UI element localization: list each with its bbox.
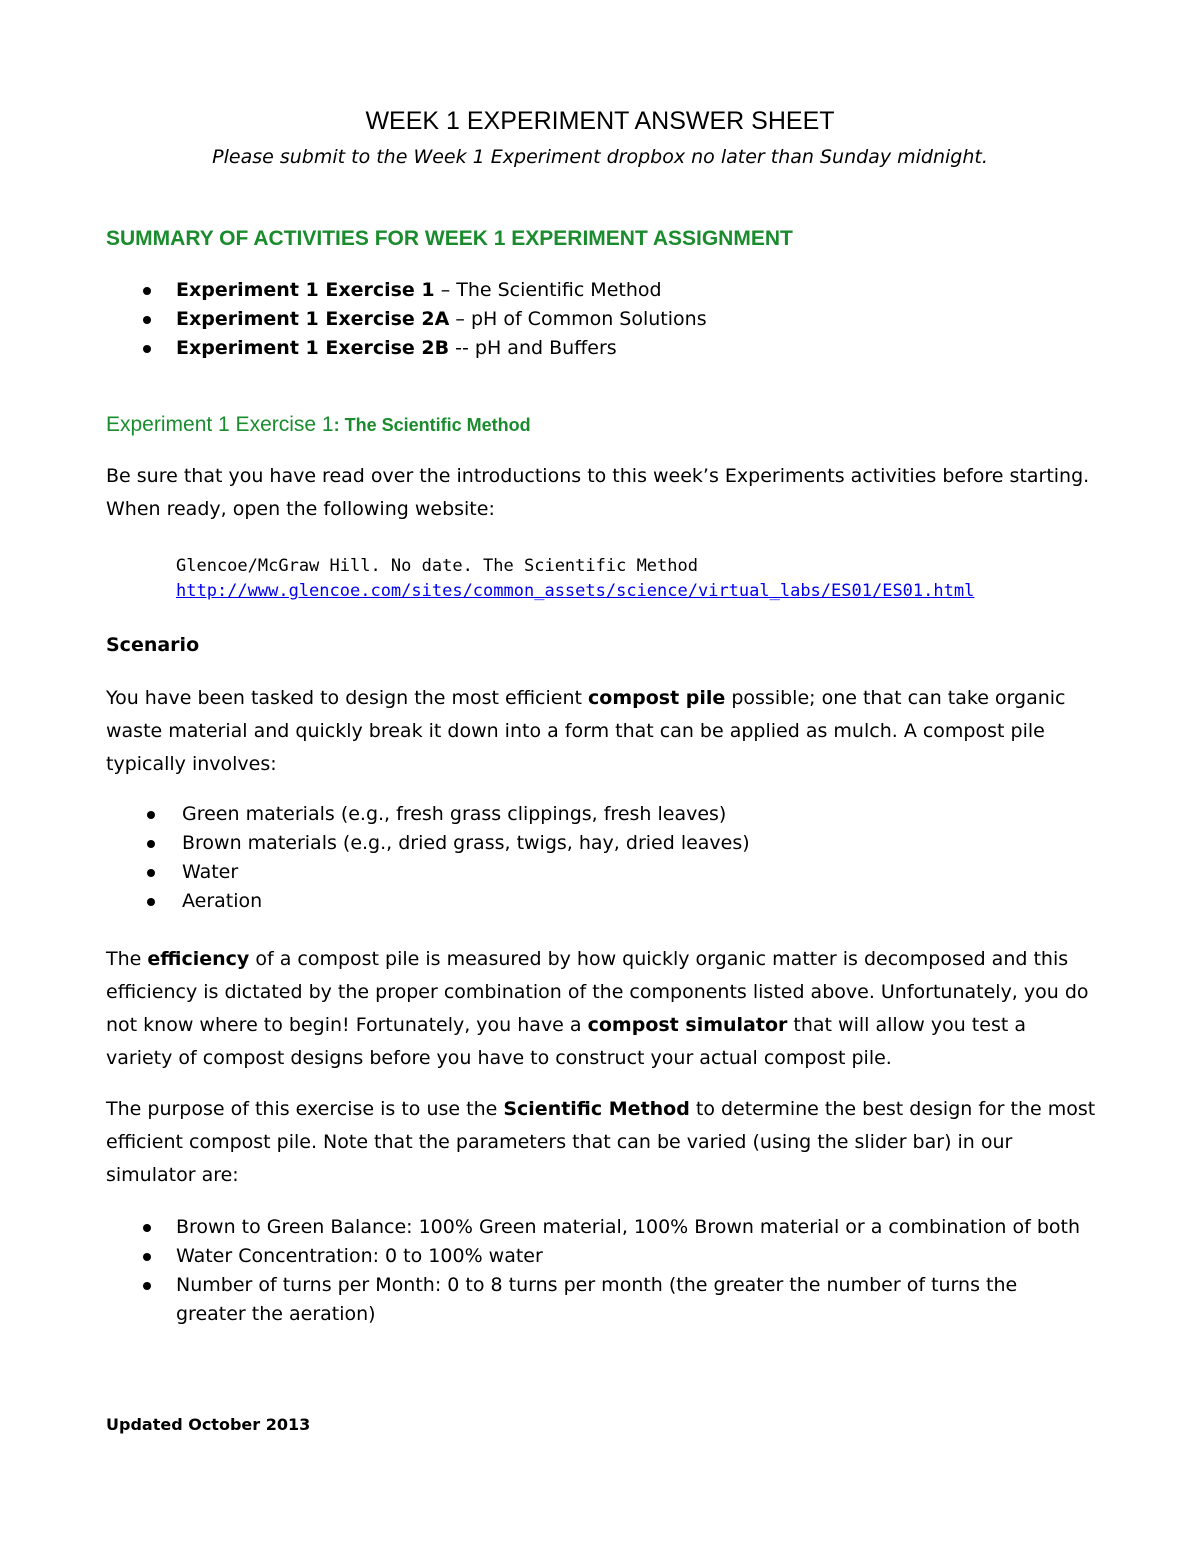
list-item — [0, 1242, 1200, 1271]
purpose-paragraph — [106, 1093, 1096, 1192]
list-item-text: Brown materials (e.g., dried grass, twigs, hay, dried leaves) — [182, 832, 750, 854]
list-item-text: Number of turns per Month: 0 to 8 turns per month (the greater the number of turns the — [176, 1274, 1018, 1296]
text-run-bold: compost simulator — [587, 1014, 788, 1036]
text-run: of a compost pile is measured by how quickly organic matter is decomposed and this efficiency is dictated by the proper combination of the components listed above. Unfortunately, you do not know where to begin! Fortunately, you have a — [106, 948, 1089, 1036]
bullet-icon — [147, 811, 155, 819]
summary-item-text: – The Scientific Method — [434, 279, 662, 301]
parameters-list — [0, 1213, 1200, 1329]
reference-link[interactable]: http://www.glencoe.com/sites/common_assets/science/virtual_labs/ES01/ES01.html — [176, 581, 975, 601]
summary-item-label: Experiment 1 Exercise 2A — [176, 308, 450, 330]
exercise-heading — [106, 410, 531, 440]
intro-paragraph: Be sure that you have read over the introductions to this week’s Experiments activities before starting. When ready, open the following website: — [106, 465, 1090, 520]
bullet-icon — [143, 1282, 151, 1290]
list-item-text: Water Concentration: 0 to 100% water — [176, 1245, 543, 1267]
efficiency-paragraph — [106, 943, 1096, 1075]
bullet-icon — [147, 898, 155, 906]
summary-item-label: Experiment 1 Exercise 2B — [176, 337, 450, 359]
list-item-text: Aeration — [182, 890, 263, 912]
text-run-bold: efficiency — [147, 948, 250, 970]
exercise-heading-main: Experiment 1 Exercise 1 — [106, 413, 334, 436]
text-run: that will allow you test a variety of compost designs before you have to construct your actual compost pile. — [106, 1014, 1026, 1069]
bullet-icon — [143, 287, 151, 295]
bullet-icon — [143, 1253, 151, 1261]
text-run: The purpose of this exercise is to use the — [106, 1098, 504, 1120]
bullet-icon — [143, 345, 151, 353]
bullet-icon — [147, 869, 155, 877]
list-item — [0, 829, 1200, 858]
bullet-icon — [143, 1224, 151, 1232]
list-item — [0, 1271, 1200, 1300]
list-item — [0, 305, 1200, 334]
list-item-text: Green materials (e.g., fresh grass clippings, fresh leaves) — [182, 803, 727, 825]
list-item — [0, 1213, 1200, 1242]
summary-item-text: -- pH and Buffers — [449, 337, 617, 359]
summary-list — [0, 276, 1200, 363]
text-run-bold: compost pile — [588, 687, 726, 709]
list-item-text: Water — [182, 861, 239, 883]
list-item — [0, 276, 1200, 305]
summary-item-text: – pH of Common Solutions — [449, 308, 707, 330]
text-run: The — [106, 948, 148, 970]
text-run: to determine the best design for the most efficient compost pile. Note that the parameters that can be varied (using the slider bar) in our simulator are: — [106, 1098, 1096, 1186]
list-item — [0, 858, 1200, 887]
bullet-icon — [143, 316, 151, 324]
list-item — [0, 800, 1200, 829]
text-run-bold: Scientific Method — [503, 1098, 690, 1120]
bullet-icon — [147, 840, 155, 848]
text-run: possible; one that can take organic waste material and quickly break it down into a form that can be applied as mulch. A compost pile typically involves: — [106, 687, 1066, 775]
list-item-text: Brown to Green Balance: 100% Green material, 100% Brown material or a combination of both — [176, 1216, 1081, 1238]
scenario-paragraph — [106, 682, 1096, 781]
components-list — [0, 800, 1200, 916]
list-item-text: greater the aeration) — [176, 1303, 376, 1325]
text-run: You have been tasked to design the most efficient — [106, 687, 589, 709]
scenario-heading: Scenario — [106, 634, 200, 656]
list-item — [0, 887, 1200, 916]
reference-citation: Glencoe/McGraw Hill. No date. The Scientific Method — [176, 556, 698, 576]
exercise-heading-sub: : The Scientific Method — [333, 415, 531, 435]
page-subtitle: Please submit to the Week 1 Experiment dropbox no later than Sunday midnight. — [212, 146, 988, 168]
summary-item-label: Experiment 1 Exercise 1 — [176, 279, 435, 301]
page-footer: Updated October 2013 — [106, 1415, 311, 1434]
list-item — [0, 334, 1200, 363]
list-item-continuation — [0, 1300, 1200, 1329]
summary-heading: SUMMARY OF ACTIVITIES FOR WEEK 1 EXPERIMENT ASSIGNMENT — [106, 227, 793, 250]
page-title: WEEK 1 EXPERIMENT ANSWER SHEET — [365, 107, 835, 135]
